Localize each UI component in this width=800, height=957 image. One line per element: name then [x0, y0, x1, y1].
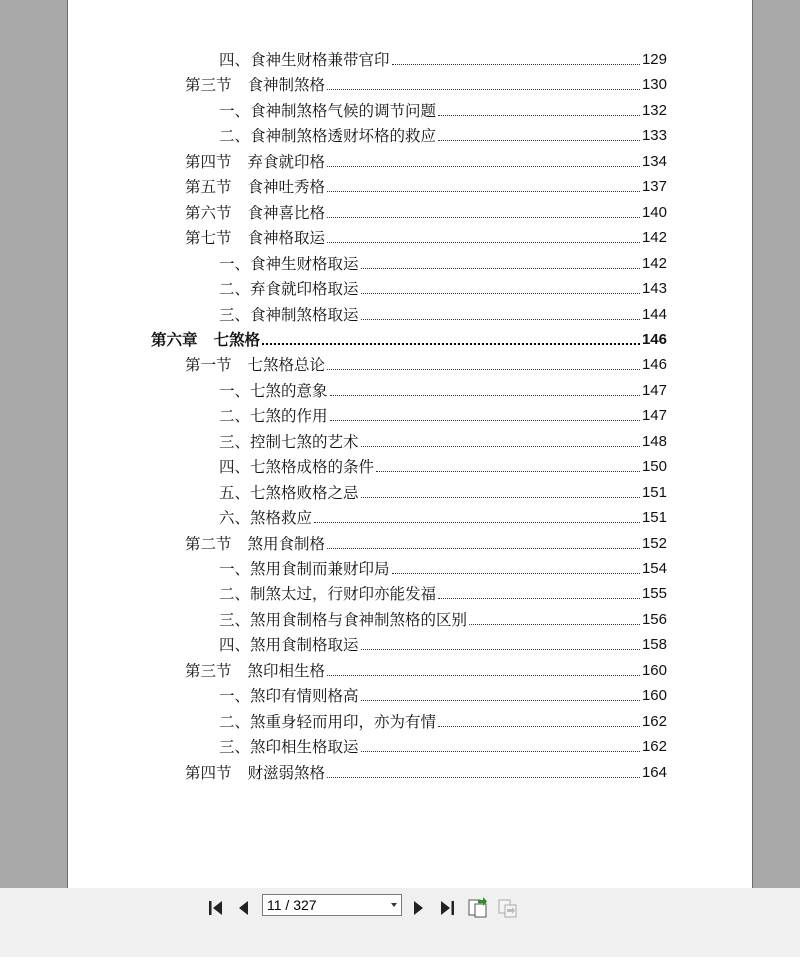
- toc-leader-dots: [327, 217, 640, 218]
- toc-page-number: 164: [641, 763, 667, 781]
- toc-entry-text: 二、七煞的作用: [219, 407, 328, 426]
- toc-leader-dots: [327, 89, 640, 90]
- toc-entry-text: 食神制煞格: [247, 76, 326, 95]
- toc-entry-text: 一、煞印有情则格高: [219, 687, 359, 706]
- toc-entry-text: 食神格取运: [247, 229, 326, 248]
- toc-leader-dots: [330, 420, 640, 421]
- toc-leader-dots: [361, 751, 640, 752]
- toc-entry-text: 煞印相生格: [247, 661, 326, 680]
- toc-entry-title: [219, 306, 359, 324]
- toc-entry[interactable]: [219, 579, 667, 603]
- toc-page-number: 134: [641, 152, 667, 170]
- toc-entry-text: 三、煞用食制格与食神制煞格的区别: [219, 610, 468, 629]
- toc-page-number: 147: [641, 407, 667, 425]
- toc-page-number: 154: [641, 560, 667, 577]
- toc-leader-dots: [327, 191, 640, 192]
- fit-width-icon: [497, 897, 519, 919]
- toc-page-number: 147: [641, 381, 667, 399]
- toc-entry[interactable]: [185, 147, 667, 171]
- toc-page-number: 137: [641, 178, 667, 196]
- toc-entry-text: 七煞格总论: [247, 356, 326, 375]
- fit-page-button[interactable]: [467, 897, 489, 919]
- toc-leader-dots: [327, 675, 640, 676]
- toc-leader-dots: [361, 700, 640, 701]
- toc-page-number: 160: [641, 661, 667, 679]
- toc-entry[interactable]: [219, 478, 667, 502]
- toc-entry[interactable]: [219, 452, 667, 476]
- toc-entry-text: 五、七煞格败格之忌: [219, 483, 359, 502]
- toc-entry[interactable]: [219, 707, 667, 731]
- toc-entry[interactable]: [185, 172, 667, 196]
- toc-entry-text: 七煞格: [213, 329, 261, 349]
- toc-leader-dots: [314, 522, 640, 523]
- toc-page-number: 160: [641, 687, 667, 705]
- toc-page-number: 156: [641, 610, 667, 628]
- toc-entry[interactable]: [219, 681, 667, 705]
- toc-leader-dots: [327, 548, 640, 549]
- toc-entry[interactable]: [219, 554, 667, 578]
- toc-entry[interactable]: [219, 121, 667, 145]
- last-page-icon: [437, 898, 457, 918]
- first-page-button[interactable]: [205, 897, 227, 919]
- toc-leader-dots: [327, 166, 640, 167]
- previous-page-icon: [234, 898, 254, 918]
- toc-entry[interactable]: [185, 758, 667, 782]
- toc-entry-title: [219, 102, 436, 120]
- toc-entry[interactable]: [219, 732, 667, 756]
- toc-entry-title: [185, 229, 325, 247]
- toc-entry-number: 第五节: [185, 178, 232, 197]
- toc-entry-title: [219, 484, 359, 502]
- toc-page-number: 152: [641, 534, 667, 552]
- toc-entry[interactable]: [219, 630, 667, 654]
- toc-entry-number: 第六章: [151, 329, 198, 349]
- toc-page-number: 144: [641, 305, 667, 323]
- toc-page-number: 155: [641, 585, 667, 603]
- toc-entry-text: 一、七煞的意象: [219, 381, 328, 400]
- toc-page-number: 146: [641, 356, 667, 374]
- toc-entry[interactable]: [185, 70, 667, 94]
- toc-page-number: 133: [641, 127, 667, 145]
- toc-page-number: 142: [641, 229, 667, 247]
- toc-entry[interactable]: [219, 249, 667, 273]
- toc-entry-title: [219, 611, 467, 629]
- toc-entry[interactable]: [219, 274, 667, 298]
- toc-leader-dots: [327, 777, 640, 778]
- toc-entry-title: [185, 153, 325, 171]
- toc-entry-title: [219, 382, 328, 400]
- toc-entry-title: [185, 662, 325, 680]
- toc-entry-title: [219, 255, 359, 273]
- toc-page-number: 143: [641, 280, 667, 298]
- toc-entry-text: 二、弃食就印格取运: [219, 280, 359, 299]
- toc-leader-dots: [438, 726, 640, 727]
- toc-entry[interactable]: [185, 350, 667, 374]
- toc-entry-text: 二、制煞太过，行财印亦能发福: [219, 585, 437, 604]
- toc-entry[interactable]: [219, 376, 667, 400]
- toc-entry-title: [219, 636, 359, 654]
- toc-entry-text: 二、食神制煞格透财坏格的救应: [219, 127, 437, 146]
- toc-entry-title: [219, 458, 374, 476]
- toc-entry-title: [151, 331, 260, 349]
- toc-entry-text: 三、控制七煞的艺术: [219, 432, 359, 451]
- toc-leader-dots: [327, 369, 640, 370]
- toc-leader-dots: [438, 115, 640, 116]
- toc-leader-dots: [330, 395, 640, 396]
- toc-page-number: 151: [641, 483, 667, 501]
- toc-entry-number: 第七节: [185, 229, 232, 248]
- toc-chapter-entry[interactable]: [151, 325, 667, 349]
- toc-entry-title: [219, 585, 436, 603]
- toc-entry-title: [219, 407, 328, 425]
- toc-entry-number: 第四节: [185, 152, 232, 171]
- toc-entry[interactable]: [219, 45, 667, 69]
- page-indicator: 11 / 327: [267, 897, 317, 913]
- toc-entry[interactable]: [219, 605, 667, 629]
- chevron-down-icon: [391, 903, 397, 907]
- toc-page-number: 142: [641, 254, 667, 272]
- toc-entry[interactable]: [185, 198, 667, 222]
- previous-page-button[interactable]: [233, 897, 255, 919]
- toc-entry-text: 食神喜比格: [247, 203, 326, 222]
- toc-entry-text: 一、煞用食制而兼财印局: [219, 560, 390, 578]
- page-number-select[interactable]: [262, 894, 402, 916]
- toc-entry-number: 第三节: [185, 661, 232, 680]
- toc-page-number: 140: [641, 203, 667, 221]
- toc-entry-text: 煞用食制格: [247, 534, 326, 553]
- document-page: [67, 0, 753, 888]
- toc-leader-dots: [361, 268, 640, 269]
- first-page-icon: [206, 898, 226, 918]
- toc-entry-title: [219, 51, 390, 69]
- toc-page-number: 158: [641, 636, 667, 654]
- toc-entry-title: [219, 280, 359, 298]
- toc-leader-dots: [327, 242, 640, 243]
- toc-entry-text: 弃食就印格: [247, 152, 326, 171]
- toc-entry[interactable]: [185, 223, 667, 247]
- toc-leader-dots: [361, 293, 640, 294]
- toc-leader-dots: [262, 343, 640, 345]
- toc-page-number: 148: [641, 432, 667, 450]
- toc-page-number: 129: [641, 51, 667, 68]
- toc-entry-number: 第三节: [185, 76, 232, 95]
- toc-entry-number: 第六节: [185, 203, 232, 222]
- toc-entry-text: 四、煞用食制格取运: [219, 636, 359, 655]
- next-page-icon: [408, 898, 428, 918]
- toc-leader-dots: [361, 446, 640, 447]
- next-page-button[interactable]: [407, 897, 429, 919]
- toc-entry-text: 六、煞格救应: [219, 509, 313, 528]
- toc-page-number: 146: [641, 330, 667, 348]
- toc-entry-title: [185, 204, 325, 222]
- toc-entry-title: [185, 356, 325, 374]
- toc-page-number: 162: [641, 712, 667, 730]
- toc-entry[interactable]: [185, 656, 667, 680]
- toc-entry-title: [185, 764, 325, 782]
- toc-entry-title: [219, 560, 390, 578]
- toc-entry-title: [219, 509, 312, 527]
- toc-entry-text: 四、七煞格成格的条件: [219, 458, 375, 477]
- toc-entry-text: 三、食神制煞格取运: [219, 305, 359, 324]
- toc-page-number: 151: [641, 509, 667, 527]
- last-page-button[interactable]: [436, 897, 458, 919]
- toc-leader-dots: [392, 64, 640, 65]
- toc-entry-title: [185, 76, 325, 94]
- toc-leader-dots: [438, 140, 640, 141]
- toc-entry-text: 三、煞印相生格取运: [219, 738, 359, 757]
- toc-entry-title: [185, 535, 325, 553]
- toc-leader-dots: [361, 649, 640, 650]
- toc-entry-title: [219, 433, 359, 451]
- toc-entry-title: [185, 178, 325, 196]
- toc-leader-dots: [392, 573, 640, 574]
- navigation-toolbar: [0, 888, 800, 957]
- toc-entry-text: 一、食神制煞格气候的调节问题: [219, 101, 437, 120]
- toc-entry-title: [219, 713, 436, 731]
- toc-leader-dots: [361, 497, 640, 498]
- toc-entry-text: 二、煞重身轻而用印，亦为有情: [219, 712, 437, 731]
- toc-entry-number: 第一节: [185, 356, 232, 375]
- toc-page-number: 162: [641, 738, 667, 756]
- toc-entry[interactable]: [185, 529, 667, 553]
- toc-entry[interactable]: [219, 401, 667, 425]
- toc-entry-text: 财滋弱煞格: [247, 763, 326, 782]
- toc-page-number: 150: [641, 458, 667, 476]
- toc-entry-text: 一、食神生财格取运: [219, 254, 359, 273]
- fit-page-icon: [467, 897, 489, 919]
- toc-entry-title: [219, 687, 359, 705]
- toc-leader-dots: [361, 319, 640, 320]
- toc-leader-dots: [438, 598, 640, 599]
- toc-entry[interactable]: [219, 427, 667, 451]
- toc-entry-title: [219, 738, 359, 756]
- toc-leader-dots: [376, 471, 640, 472]
- toc-entry-number: 第二节: [185, 534, 232, 553]
- toc-entry[interactable]: [219, 300, 667, 324]
- toc-entry[interactable]: [219, 96, 667, 120]
- toc-entry-text: 四、食神生财格兼带官印: [219, 51, 390, 69]
- toc-entry[interactable]: [219, 503, 667, 527]
- toc-page-number: 130: [641, 76, 667, 94]
- toc-entry-number: 第四节: [185, 763, 232, 782]
- toc-entry-text: 食神吐秀格: [247, 178, 326, 197]
- toc-entry-title: [219, 127, 436, 145]
- fit-width-button[interactable]: [497, 897, 519, 919]
- toc-leader-dots: [469, 624, 640, 625]
- toc-page-number: 132: [641, 101, 667, 119]
